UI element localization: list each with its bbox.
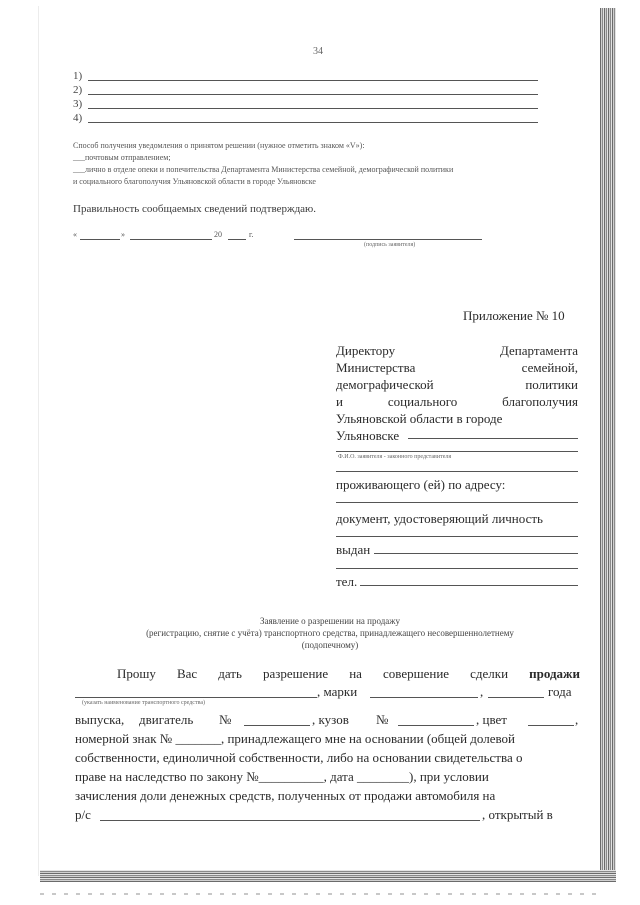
- addressee-word: семейной,: [521, 360, 578, 375]
- phone-label: тел.: [336, 574, 358, 589]
- list-item-line: [88, 80, 538, 81]
- engine-line: [244, 725, 310, 726]
- brand-label: , марки: [317, 684, 358, 699]
- body-word: Вас: [176, 666, 198, 681]
- date-month-line: [130, 239, 212, 240]
- body-line-7: зачисления доли денежных средств, полученных от продажи автомобиля на: [75, 788, 496, 803]
- list-item-line: [88, 108, 538, 109]
- addressee-row: [336, 377, 578, 393]
- addressee-word: Министерства: [336, 360, 416, 375]
- color-line: [528, 725, 574, 726]
- addressee-line: Ульяновской области в городе: [336, 411, 503, 426]
- comma-separator: ,: [480, 684, 484, 699]
- notice-option-personal-cont: и социального благополучия Ульяновской области в городе Ульяновске: [73, 177, 316, 186]
- addressee-word: политики: [525, 377, 578, 392]
- title-line-1: Заявление о разрешении на продажу: [260, 616, 400, 626]
- issued-line-2: [336, 568, 578, 569]
- account-label: р/с: [75, 807, 91, 822]
- fio-line-3: [336, 471, 578, 472]
- color-label: , цвет: [476, 712, 507, 727]
- engine-label: двигатель: [139, 712, 194, 727]
- issued-label: выдан: [336, 542, 371, 557]
- account-line: [100, 820, 480, 821]
- addressee-word: Директору: [336, 343, 396, 358]
- body-line-1: [117, 666, 580, 682]
- comma-separator: ,: [575, 712, 579, 727]
- year-line: [488, 697, 544, 698]
- date-day-line: [80, 239, 120, 240]
- year-label: года: [548, 684, 572, 699]
- body-line-4: номерной знак № _______, принадлежащего мне на основании (общей долевой: [75, 731, 515, 746]
- addressee-word: и: [336, 394, 343, 409]
- notice-lead: Способ получения уведомления о принятом решении (нужное отметить знаком «V»):: [73, 141, 365, 150]
- signature-caption: (подпись заявителя): [364, 242, 416, 248]
- id-document-label: документ, удостоверяющий личность: [336, 511, 543, 526]
- id-document-line: [336, 536, 578, 537]
- date-year-prefix: 20: [214, 230, 222, 239]
- list-item-line: [88, 94, 538, 95]
- date-quote-close: »: [121, 230, 125, 239]
- body-word: на: [349, 666, 362, 681]
- addressee-word: демографической: [336, 377, 434, 392]
- opened-in-label: , открытый в: [482, 807, 553, 822]
- body-word: продажи: [529, 666, 580, 681]
- notice-option-mail: ___почтовым отправлением;: [73, 153, 171, 162]
- body-word: совершение: [382, 666, 450, 681]
- body-word: сделки: [470, 666, 509, 681]
- vehicle-name-caption: (указать наименование транспортного средства): [82, 700, 205, 706]
- body-word: дать: [218, 666, 242, 681]
- fio-line-2: [336, 451, 578, 452]
- addressee-word: Департамента: [499, 343, 578, 358]
- addressee-row: [336, 394, 578, 410]
- date-year-suffix: г.: [249, 230, 254, 239]
- phone-line: [360, 585, 578, 586]
- brand-line: [370, 697, 478, 698]
- residing-label: проживающего (ей) по адресу:: [336, 477, 506, 492]
- issued-line: [374, 553, 578, 554]
- body-number-sign: №: [376, 712, 389, 727]
- engine-number-sign: №: [219, 712, 232, 727]
- addressee-row: [336, 360, 578, 376]
- scan-shadow-right: [600, 8, 616, 880]
- fio-line: [408, 438, 578, 439]
- scan-footer-dots: [40, 893, 600, 895]
- list-item-number: 3): [73, 98, 83, 110]
- body-word: Прошу: [117, 666, 156, 681]
- date-quote-open: «: [73, 230, 77, 239]
- appendix-label: Приложение № 10: [463, 308, 565, 323]
- body-line-6: праве на наследство по закону №__________, дата ________), при условии: [75, 769, 489, 784]
- list-item-number: 4): [73, 112, 83, 124]
- vehicle-name-line: [75, 697, 317, 698]
- page-number: 34: [313, 46, 323, 57]
- addressee-word: социального: [387, 394, 458, 409]
- fio-caption: Ф.И.О. заявителя - законного представителя: [338, 454, 452, 460]
- release-label: выпуска,: [75, 712, 125, 727]
- address-line: [336, 502, 578, 503]
- body-line-5: собственности, единоличной собственности, либо на основании свидетельства о: [75, 750, 523, 765]
- scan-shadow-bottom: [40, 870, 616, 882]
- body-label: , кузов: [312, 712, 349, 727]
- list-item-number: 1): [73, 70, 83, 82]
- signature-line: [294, 239, 482, 240]
- list-item-number: 2): [73, 84, 83, 96]
- title-line-2: (регистрацию, снятие с учёта) транспортного средства, принадлежащего несовершеннолетнему: [146, 628, 514, 638]
- title-line-3: (подопечному): [301, 640, 359, 650]
- body-number-line: [398, 725, 474, 726]
- list-item-line: [88, 122, 538, 123]
- scan-edge-left: [38, 6, 39, 876]
- addressee-word: благополучия: [502, 394, 578, 409]
- notice-option-personal: ___лично в отделе опеки и попечительства Департамента Министерства семейной, демографической политики: [73, 165, 454, 174]
- confirm-statement: Правильность сообщаемых сведений подтверждаю.: [73, 203, 317, 215]
- date-year-line: [228, 239, 246, 240]
- addressee-line: Ульяновске: [336, 428, 400, 443]
- addressee-row: [336, 343, 578, 359]
- body-word: разрешение: [262, 666, 329, 681]
